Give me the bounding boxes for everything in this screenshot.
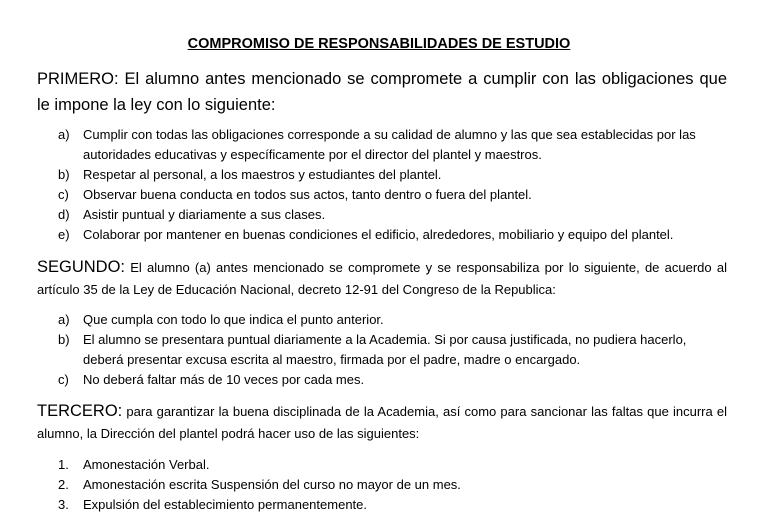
list-item-text: Cumplir con todas las obligaciones corresponde a su calidad de alumno y las que sea establecidas por las autoridades educativas y específicamente por el director del plantel y maestros. xyxy=(83,127,696,162)
list-marker: 1. xyxy=(58,457,69,472)
list-item xyxy=(58,455,728,475)
tercero-paragraph xyxy=(37,400,727,445)
tercero-list xyxy=(58,455,728,515)
list-item xyxy=(58,165,728,185)
list-marker: d) xyxy=(58,207,70,222)
tercero-text: para garantizar la buena disciplinada de la Academia, así como para sancionar las faltas que incurra el alumno, la Dirección del plantel podrá hacer uso de las siguientes: xyxy=(37,404,727,441)
list-marker: a) xyxy=(58,127,70,142)
segundo-list xyxy=(58,310,728,390)
list-item-text: Amonestación Verbal. xyxy=(83,457,210,472)
segundo-text: El alumno (a) antes mencionado se compromete y se responsabiliza por lo siguiente, de acuerdo al artículo 35 de la Ley de Educación Nacional, decreto 12-91 del Congreso de la Republica: xyxy=(37,260,727,297)
list-item xyxy=(58,475,728,495)
list-item xyxy=(58,205,728,225)
list-marker: a) xyxy=(58,312,70,327)
list-item-text: Observar buena conducta en todos sus actos, tanto dentro o fuera del plantel. xyxy=(83,187,532,202)
list-item-text: No deberá faltar más de 10 veces por cada mes. xyxy=(83,372,365,387)
list-item-text: Asistir puntual y diariamente a sus clases. xyxy=(83,207,326,222)
list-item-text: El alumno se presentara puntual diariamente a la Academia. Si por causa justificada, no pudiera hacerlo, deberá presentar excusa escrita al maestro, firmada por el padre, madre o encargado. xyxy=(83,332,687,367)
list-marker: c) xyxy=(58,187,69,202)
list-item-text: Que cumpla con todo lo que indica el punto anterior. xyxy=(83,312,384,327)
document-title: COMPROMISO DE RESPONSABILIDADES DE ESTUDIO xyxy=(187,36,571,52)
list-item xyxy=(58,495,728,515)
list-item xyxy=(58,125,728,165)
tercero-heading: TERCERO: xyxy=(37,402,123,420)
list-item xyxy=(58,185,728,205)
list-item xyxy=(58,310,728,330)
list-item xyxy=(58,330,728,370)
list-item-text: Respetar al personal, a los maestros y estudiantes del plantel. xyxy=(83,167,442,182)
list-marker: c) xyxy=(58,372,69,387)
list-marker: e) xyxy=(58,227,70,242)
list-item-text: Colaborar por mantener en buenas condiciones el edificio, alrededores, mobiliario y equipo del plantel. xyxy=(83,227,674,242)
list-marker: 2. xyxy=(58,477,69,492)
segundo-heading: SEGUNDO: xyxy=(37,258,126,276)
segundo-paragraph xyxy=(37,256,727,301)
list-item xyxy=(58,370,728,390)
list-marker: 3. xyxy=(58,497,69,512)
list-item xyxy=(58,225,728,245)
list-item-text: Amonestación escrita Suspensión del curso no mayor de un mes. xyxy=(83,477,461,492)
list-marker: b) xyxy=(58,167,70,182)
primero-list xyxy=(58,125,728,245)
list-item-text: Expulsión del establecimiento permanentemente. xyxy=(83,497,368,512)
primero-paragraph: PRIMERO: El alumno antes mencionado se compromete a cumplir con las obligaciones que le impone la ley con lo siguiente: xyxy=(37,70,727,114)
list-marker: b) xyxy=(58,332,70,347)
